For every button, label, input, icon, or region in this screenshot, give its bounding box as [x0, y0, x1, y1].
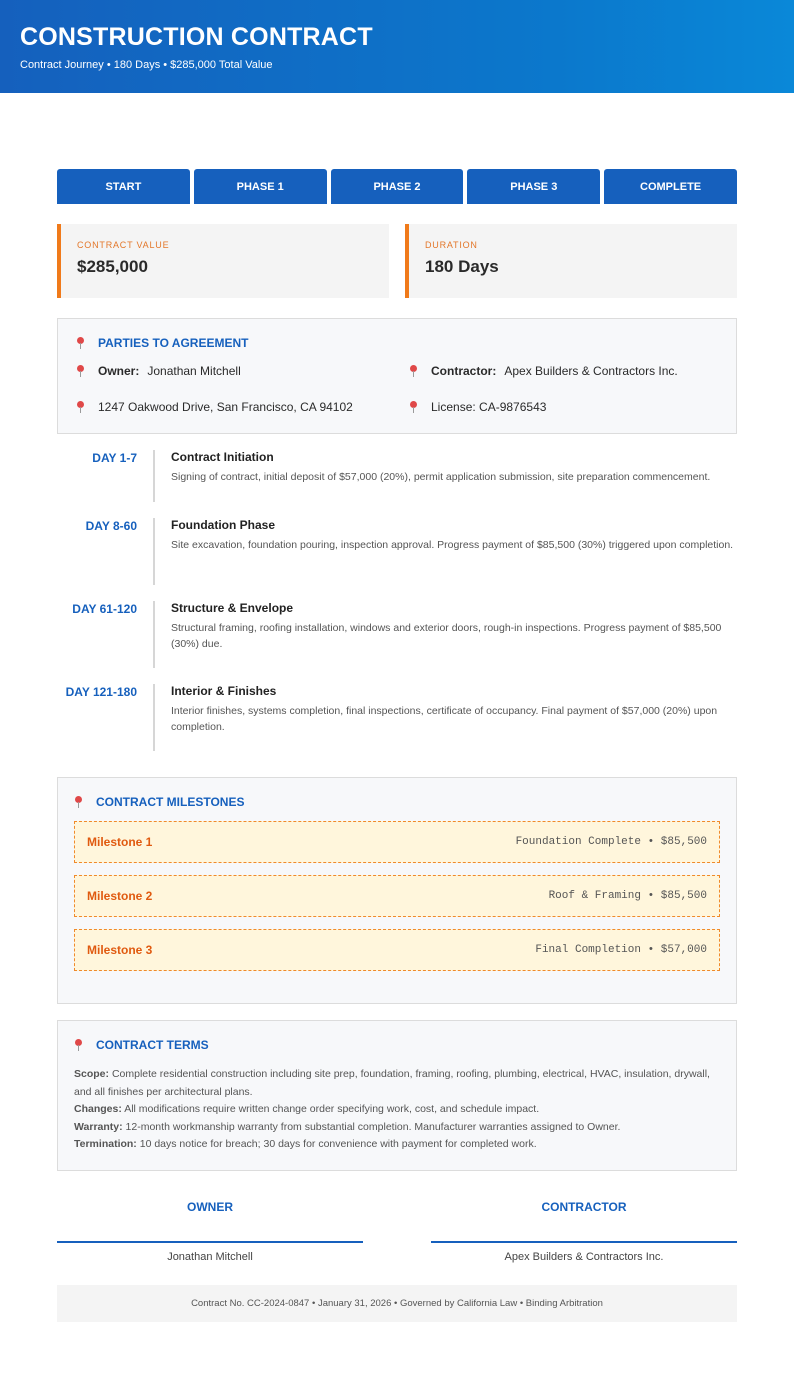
timeline-item: [57, 450, 737, 502]
map-pin-icon: [74, 796, 83, 809]
owner-name: Jonathan Mitchell: [147, 364, 241, 378]
parties-panel: [57, 318, 737, 434]
contractor-signature-block: [431, 1200, 737, 1263]
milestone-name: Milestone 3: [87, 943, 153, 957]
term-termination: [74, 1136, 720, 1154]
owner-role: OWNER: [187, 1200, 233, 1214]
terms-title-row: [74, 1038, 720, 1052]
duration-value: 180 Days: [425, 257, 499, 276]
page-title: CONSTRUCTION CONTRACT: [20, 23, 373, 51]
contractor-signature-line[interactable]: [431, 1241, 737, 1243]
milestone-name: Milestone 2: [87, 889, 153, 903]
owner-signature-block: [57, 1200, 363, 1263]
contract-footer: Contract No. CC-2024-0847 • January 31, 2026 • Governed by California Law • Binding Arbitration: [57, 1285, 737, 1322]
contractor-row: [409, 364, 678, 378]
duration-card: [405, 224, 737, 298]
contract-value-card: [57, 224, 389, 298]
term-warranty: [74, 1119, 720, 1137]
term-warranty-label: Warranty:: [74, 1120, 123, 1133]
milestone-name: Milestone 1: [87, 835, 153, 849]
timeline-day: DAY 61-120: [72, 602, 137, 616]
owner-signature-name: Jonathan Mitchell: [167, 1251, 253, 1263]
map-pin-icon: [409, 401, 418, 414]
milestones-title-row: [74, 795, 720, 809]
owner-address: 1247 Oakwood Drive, San Francisco, CA 94102: [98, 400, 353, 414]
tab-phase-3[interactable]: PHASE 3: [467, 169, 600, 204]
milestone-item: [74, 929, 720, 971]
contractor-signature-name: Apex Builders & Contractors Inc.: [504, 1251, 664, 1263]
timeline-item: [57, 684, 737, 751]
timeline-desc: Signing of contract, initial deposit of $57,000 (20%), permit application submission, site preparation commencement.: [171, 471, 711, 483]
term-changes-label: Changes:: [74, 1103, 122, 1115]
timeline-desc: Structural framing, roofing installation, windows and exterior doors, rough-in inspections. Progress payment of $85,500 (30%) due.: [171, 622, 722, 650]
timeline-body: [153, 684, 737, 751]
term-changes-text: All modifications require written change order specifying work, cost, and schedule impact.: [124, 1103, 540, 1115]
contractor-label: Contractor:: [431, 364, 497, 378]
map-pin-icon: [409, 365, 418, 378]
term-termination-text: 10 days notice for breach; 30 days for convenience with payment for completed work.: [139, 1138, 537, 1150]
phase-tabs: [57, 169, 737, 204]
signature-section: [57, 1200, 737, 1263]
tab-phase-1[interactable]: PHASE 1: [194, 169, 327, 204]
timeline-day: DAY 1-7: [92, 451, 137, 465]
contract-stats: [57, 224, 737, 298]
duration-label: DURATION: [425, 240, 478, 250]
tab-start[interactable]: START: [57, 169, 190, 204]
owner-signature-line[interactable]: [57, 1241, 363, 1243]
term-changes: [74, 1101, 720, 1119]
milestones-panel: [57, 777, 737, 1004]
timeline-desc: Interior finishes, systems completion, final inspections, certificate of occupancy. Final payment of $57,000 (20%) upon completion.: [171, 705, 718, 733]
contractor-name: Apex Builders & Contractors Inc.: [504, 364, 678, 378]
contract-header: [0, 0, 794, 93]
timeline-day: DAY 8-60: [85, 519, 137, 533]
timeline-title: Structure & Envelope: [171, 601, 294, 615]
term-warranty-text: 12-month workmanship warranty from substantial completion. Manufacturer warranties assigned to Owner.: [125, 1120, 621, 1133]
term-scope-label: Scope:: [74, 1068, 110, 1080]
milestone-detail: Foundation Complete • $85,500: [515, 836, 707, 848]
terms-body: [74, 1066, 720, 1154]
tab-phase-2[interactable]: PHASE 2: [331, 169, 464, 204]
milestone-item: [74, 875, 720, 917]
license-row: [409, 400, 546, 414]
terms-title: CONTRACT TERMS: [96, 1038, 209, 1052]
timeline-title: Contract Initiation: [171, 450, 274, 464]
milestone-detail: Roof & Framing • $85,500: [548, 890, 707, 902]
terms-panel: [57, 1020, 737, 1171]
term-termination-label: Termination:: [74, 1138, 137, 1150]
milestone-item: [74, 821, 720, 863]
term-scope: [74, 1066, 720, 1101]
owner-row: [76, 364, 241, 378]
timeline-title: Interior & Finishes: [171, 684, 277, 698]
contractor-role: CONTRACTOR: [541, 1200, 627, 1214]
timeline-body: [153, 518, 737, 585]
timeline: [57, 450, 737, 751]
timeline-item: [57, 518, 737, 585]
term-scope-text: Complete residential construction including site prep, foundation, framing, roofing, plumbing, electrical, HVAC, insulation, drywall, and all finishes per architectural plans.: [74, 1068, 710, 1098]
timeline-desc: Site excavation, foundation pouring, inspection approval. Progress payment of $85,500 (30%) triggered upon completion.: [171, 539, 734, 551]
timeline-body: [153, 601, 737, 668]
tab-complete[interactable]: COMPLETE: [604, 169, 737, 204]
timeline-day: DAY 121-180: [65, 685, 137, 699]
owner-label: Owner:: [98, 364, 140, 378]
page-subtitle: Contract Journey • 180 Days • $285,000 Total Value: [20, 59, 273, 71]
map-pin-icon: [76, 401, 85, 414]
owner-address-row: [76, 400, 353, 414]
milestones-title: CONTRACT MILESTONES: [96, 795, 245, 809]
map-pin-icon: [74, 1039, 83, 1052]
parties-title: PARTIES TO AGREEMENT: [98, 336, 249, 350]
timeline-title: Foundation Phase: [171, 518, 276, 532]
timeline-body: [153, 450, 737, 502]
parties-title-row: [76, 336, 736, 350]
milestone-detail: Final Completion • $57,000: [535, 944, 707, 956]
map-pin-icon: [76, 337, 85, 350]
timeline-item: [57, 601, 737, 668]
contract-value-label: CONTRACT VALUE: [77, 240, 170, 250]
map-pin-icon: [76, 365, 85, 378]
contractor-license: License: CA-9876543: [431, 400, 547, 414]
contract-value: $285,000: [77, 257, 148, 276]
